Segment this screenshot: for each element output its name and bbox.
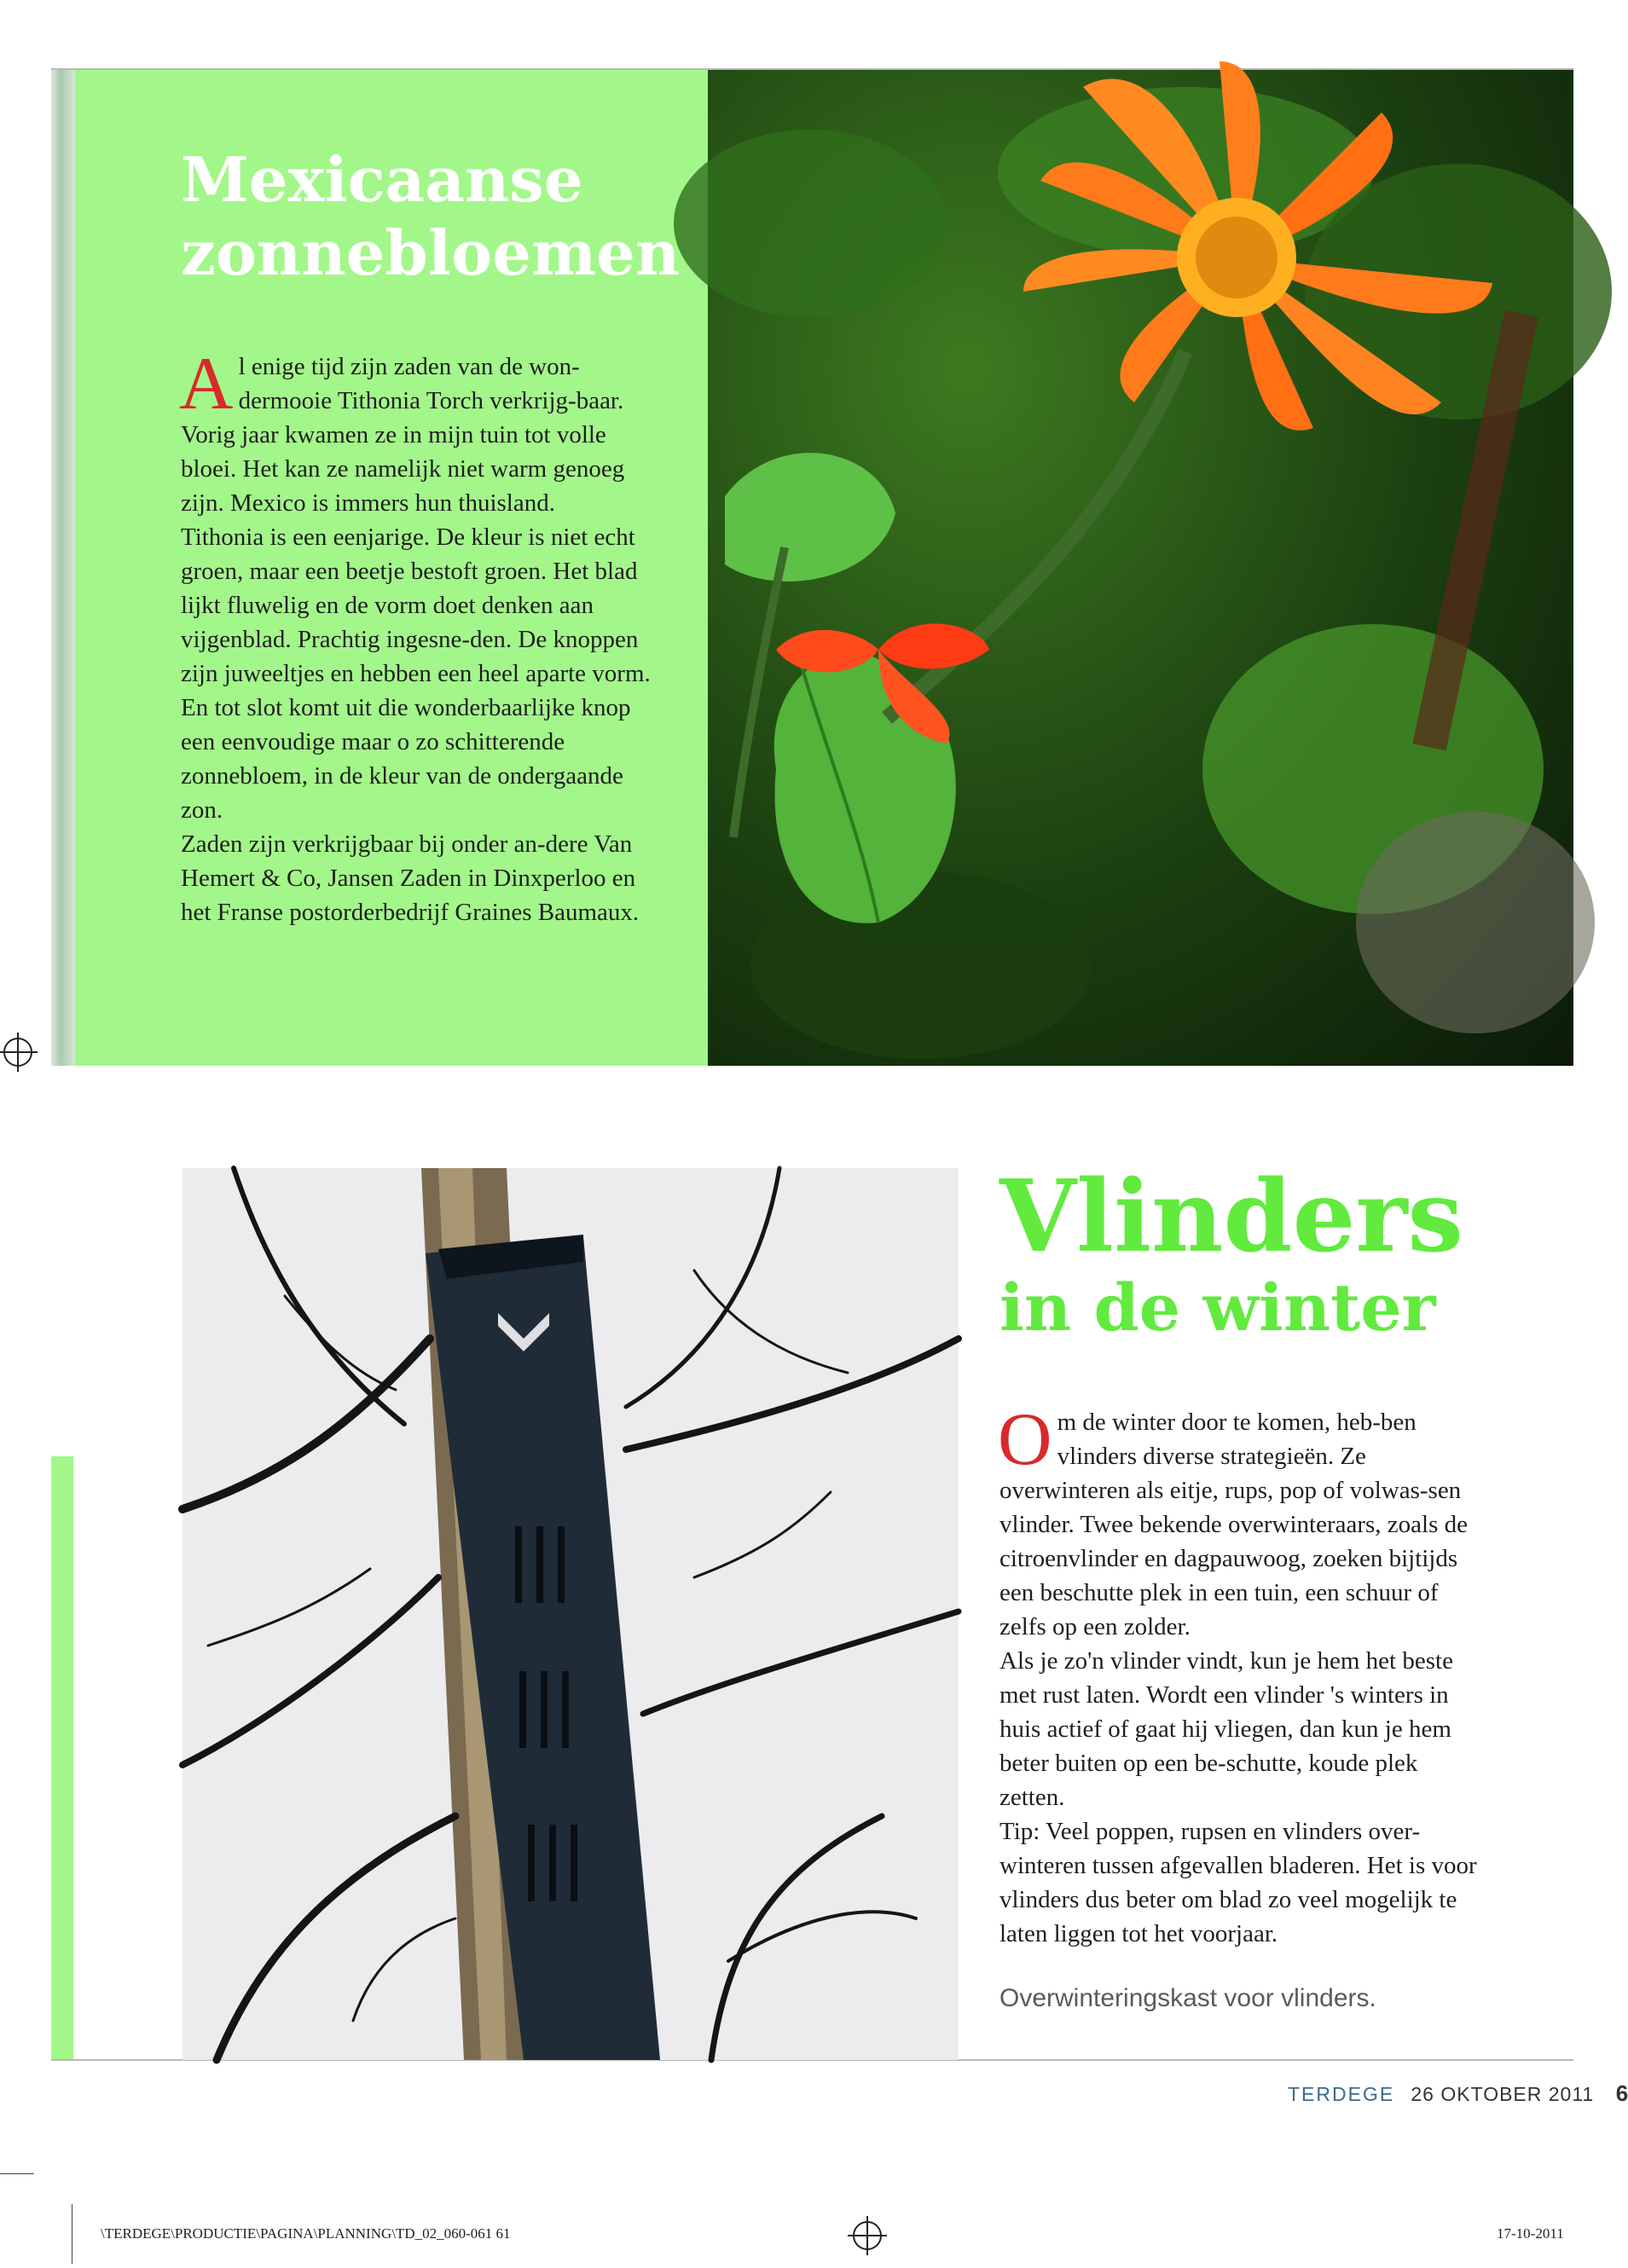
left-photo-strip — [51, 70, 75, 1066]
article-body-zonnebloemen — [179, 343, 658, 929]
photo-caption: Overwinteringskast voor vlinders. — [999, 1984, 1376, 2012]
hibernation-box-illustration — [182, 1168, 959, 2060]
flower-photo — [708, 70, 1573, 1066]
title-line-1: Mexicaanse — [181, 143, 583, 216]
paragraph — [179, 343, 658, 520]
left-green-strip — [51, 1456, 73, 2060]
dropcap: O — [998, 1398, 1052, 1481]
tithonia-flower-illustration — [708, 70, 1573, 1066]
article-body-vlinders — [998, 1398, 1486, 1951]
page-footer — [1288, 2080, 1628, 2107]
page-number: 6 — [1615, 2080, 1628, 2106]
article-title-vlinders: Vlinders — [999, 1159, 1463, 1275]
publication-name: TERDEGE — [1288, 2083, 1395, 2105]
paragraph-text: m de winter door te komen, heb-ben vlinders diverse strategieën. Ze overwinteren als eitje, rups, pop of volwas-sen vlinder. Twee bekende overwinteraars, zoals de citroenvlinder en dagpauwoog, zoeken bijtijds een beschutte plek in een tuin, een schuur of zelfs op een zolder. — [999, 1409, 1469, 1640]
dropcap: A — [179, 343, 234, 425]
paragraph — [998, 1398, 1486, 1644]
paragraph: Zaden zijn verkrijgbaar bij onder an-dere Van Hemert & Co, Jansen Zaden in Dinxperloo en het Franse postorderbedrijf Graines Baumaux. — [181, 830, 640, 926]
paragraph: Tithonia is een eenjarige. De kleur is niet echt groen, maar een beetje bestoft groen. Het blad lijkt fluwelig en de vorm doet denken aan vijgenblad. Prachtig ingesne-den. De knoppen zijn juweeltjes en hebben een heel aparte vorm. En tot slot komt uit die wonderbaarlijke knop een eenvoudige maar o zo schitterende zonnebloem, in de kleur van de ondergaande zon. — [181, 524, 651, 824]
paragraph: Tip: Veel poppen, rupsen en vlinders over-winteren tussen afgevallen bladeren. Het is voor vlinders dus beter om blad zo veel mogelijk te laten liggen tot het voorjaar. — [999, 1818, 1477, 1947]
slug-date: 17-10-2011 — [1497, 2225, 1564, 2242]
registration-mark-icon — [3, 1038, 32, 1067]
title-line-2: zonnebloemen — [181, 217, 681, 289]
slug-path: \TERDEGE\PRODUCTIE\PAGINA\PLANNING\TD_02_060-061 61 — [101, 2225, 511, 2242]
paragraph-text: l enige tijd zijn zaden van de won-dermooie Tithonia Torch verkrijg-baar. Vorig jaar kwamen ze in mijn tuin tot volle bloei. Het kan ze namelijk niet warm genoeg zijn. Mexico is immers hun thuisland. — [181, 353, 625, 517]
paragraph: Als je zo'n vlinder vindt, kun je hem het beste met rust laten. Wordt een vlinder 's winters in huis actief of gaat hij vliegen, dan kun je hem beter buiten op een be-schutte, koude plek zetten. — [999, 1647, 1453, 1811]
registration-mark-icon — [853, 2221, 882, 2250]
crop-line — [0, 2173, 34, 2174]
article-subtitle-in-de-winter: in de winter — [999, 1270, 1436, 1345]
butterfly-box-photo — [182, 1168, 959, 2060]
article-title-mexicaanse-zonnebloemen — [181, 143, 692, 290]
issue-date: 26 OKTOBER 2011 — [1411, 2083, 1595, 2105]
